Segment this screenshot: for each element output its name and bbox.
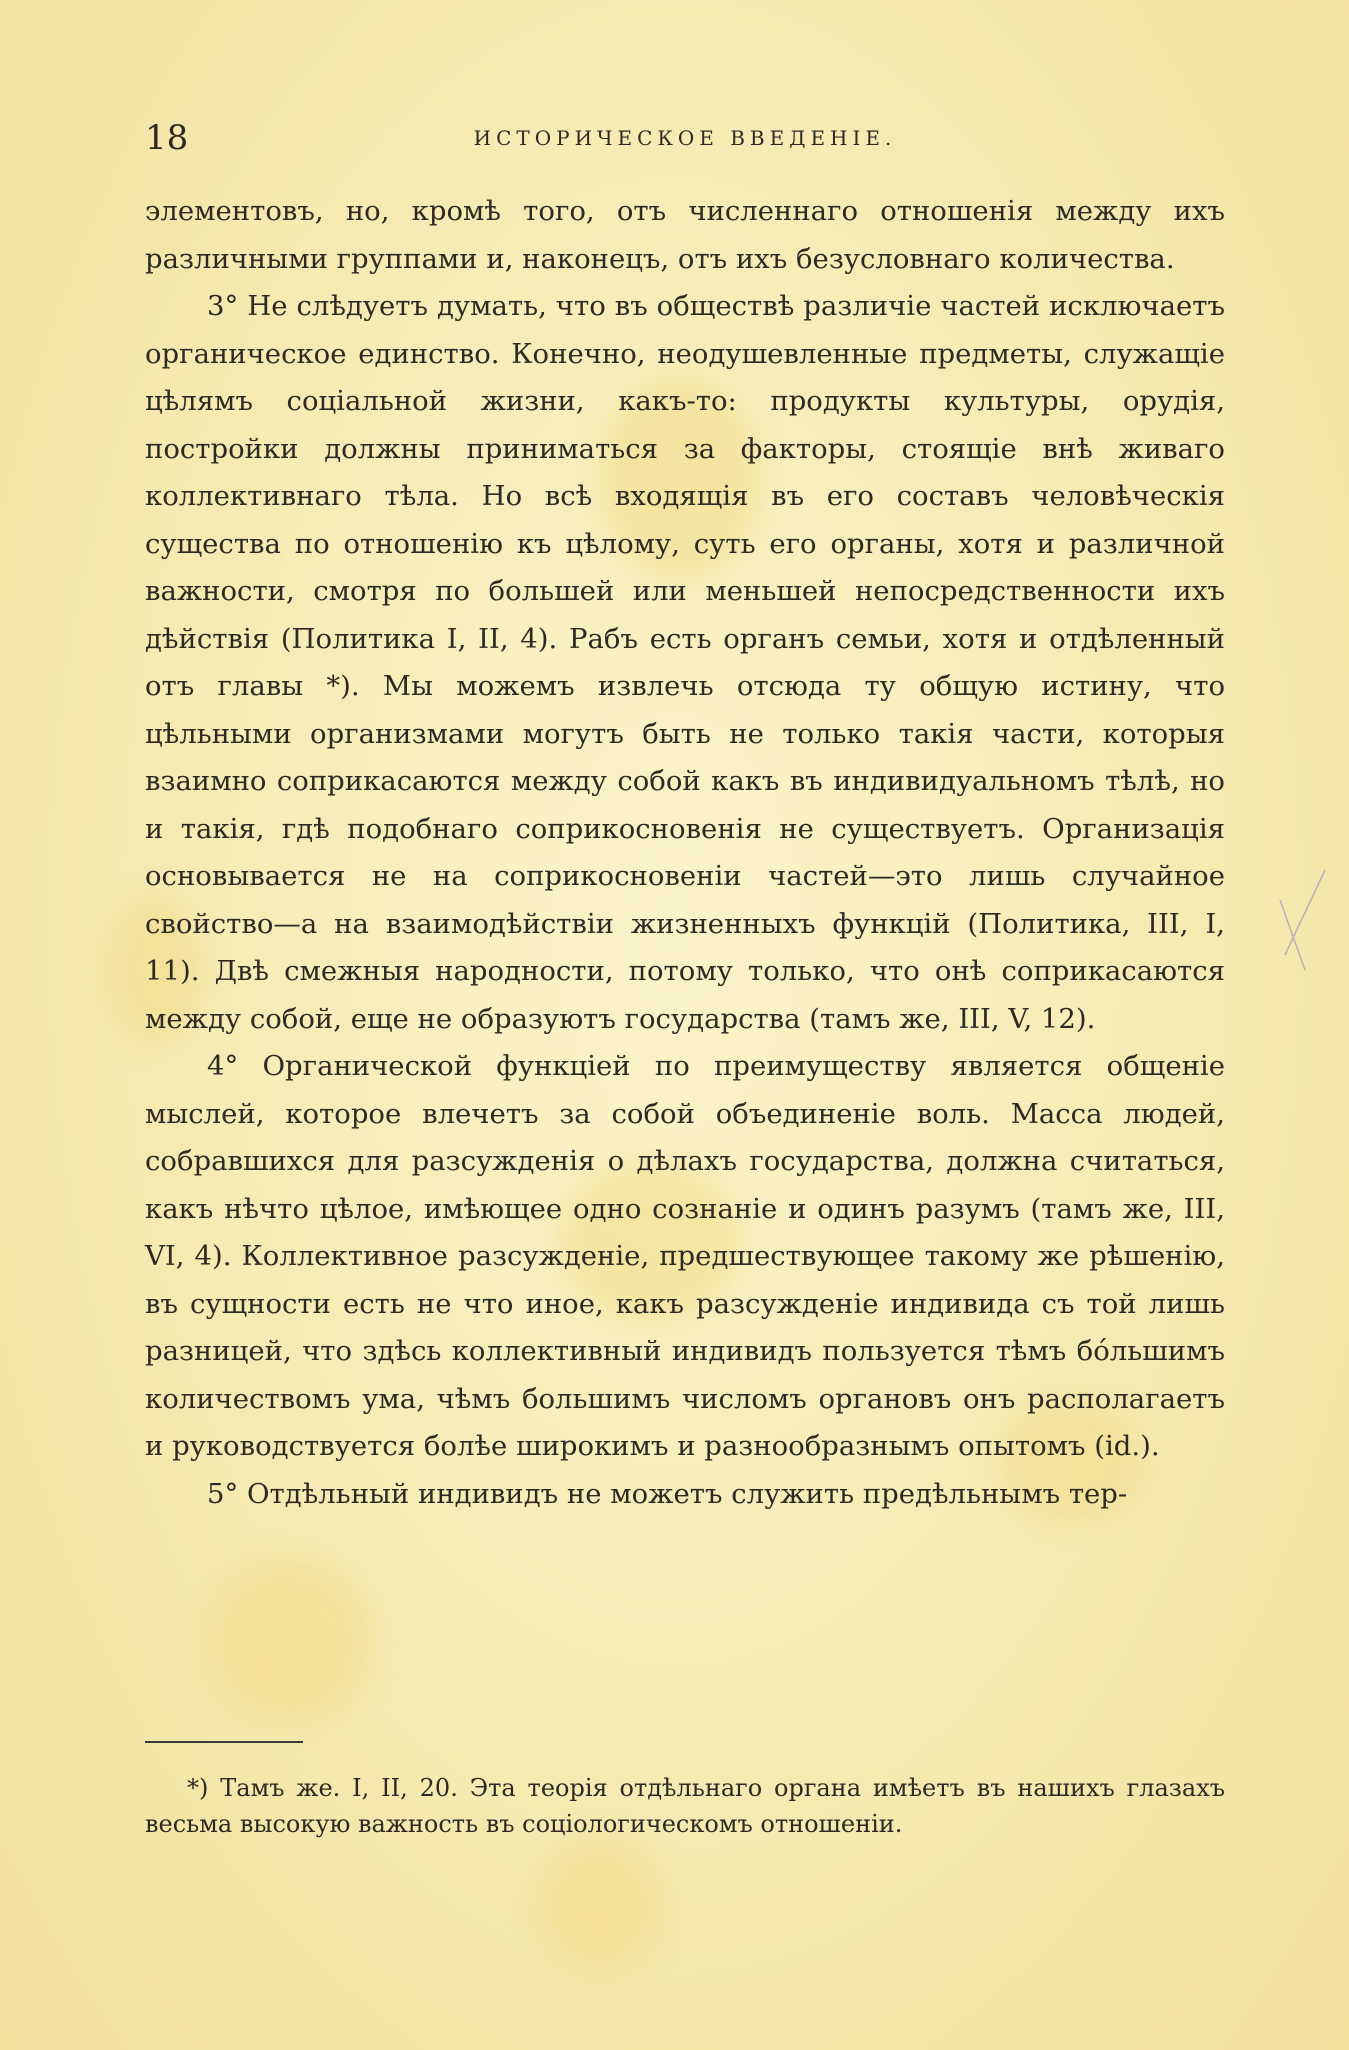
paragraph: 3° Не слѣдуетъ думать, что въ обществѣ различіе частей исключаетъ органическое единство. Конечно, неодушевленные предметы, служащіе цѣлямъ соціальной жизни, какъ-то: продукты культуры, орудія, постройки должны приниматься за факторы, стоящіе внѣ живаго коллективнаго тѣла. Но всѣ входящія въ его составъ человѣческія существа по отношенію къ цѣлому, суть его органы, хотя и различной важности, смотря по большей или меньшей непосредственности ихъ дѣйствія (Политика I, II, 4). Рабъ есть органъ семьи, хотя и отдѣленный отъ главы *). Мы можемъ извлечь отсюда ту общую истину, что цѣльными организмами могутъ быть не только такія части, которыя взаимно соприкасаются между собой какъ въ индивидуальномъ тѣлѣ, но и такія, гдѣ подобнаго соприкосновенія не существуетъ. Организація основывается не на соприкосновеніи частей—это лишь случайное свойство—а на взаимодѣйствіи жизненныхъ функцій (Политика, III, I, 11). Двѣ смежныя народности, потому только, что онѣ соприкасаются между собой, еще не образуютъ государства (тамъ же, III, V, 12). [145,290,1225,1035]
pencil-mark [1265,860,1335,980]
paper-stain [540,1840,660,1970]
footnote: *) Тамъ же. I, II, 20. Эта теорія отдѣльнаго органа имѣетъ въ нашихъ глазахъ весьма высокую важность въ соціологическомъ отношеніи. [145,1774,1225,1838]
paper-stain [210,1560,370,1720]
paragraph: 4° Органической функціей по преимуществу является общеніе мыслей, которое влечетъ за собой объединеніе воль. Масса людей, собравшихся для разсужденія о дѣлахъ государства, должна считаться, какъ нѣчто цѣлое, имѣющее одно сознаніе и одинъ разумъ (тамъ же, III, VI, 4). Коллективное разсужденіе, предшествующее такому же рѣшенію, въ сущности есть не что иное, какъ разсужденіе индивида съ той лишь разницей, что здѣсь коллективный индивидъ пользуется тѣмъ бо́льшимъ количествомъ ума, чѣмъ большимъ числомъ органовъ онъ располагаетъ и руководствуется болѣе широкимъ и разнообразнымъ опытомъ (id.). [145,1050,1225,1462]
paragraph: 5° Отдѣльный индивидъ не можетъ служить предѣльнымъ тер- [207,1477,1128,1510]
page-header [145,118,1225,158]
paragraph: элементовъ, но, кромѣ того, отъ численнаго отношенія между ихъ различными группами и, наконецъ, отъ ихъ безусловнаго количества. [145,195,1225,275]
page-number: 18 [145,118,189,158]
body-text [145,188,1225,1518]
footnote-rule [145,1741,303,1743]
running-head: ИСТОРИЧЕСКОЕ ВВЕДЕНІЕ. [473,126,897,150]
